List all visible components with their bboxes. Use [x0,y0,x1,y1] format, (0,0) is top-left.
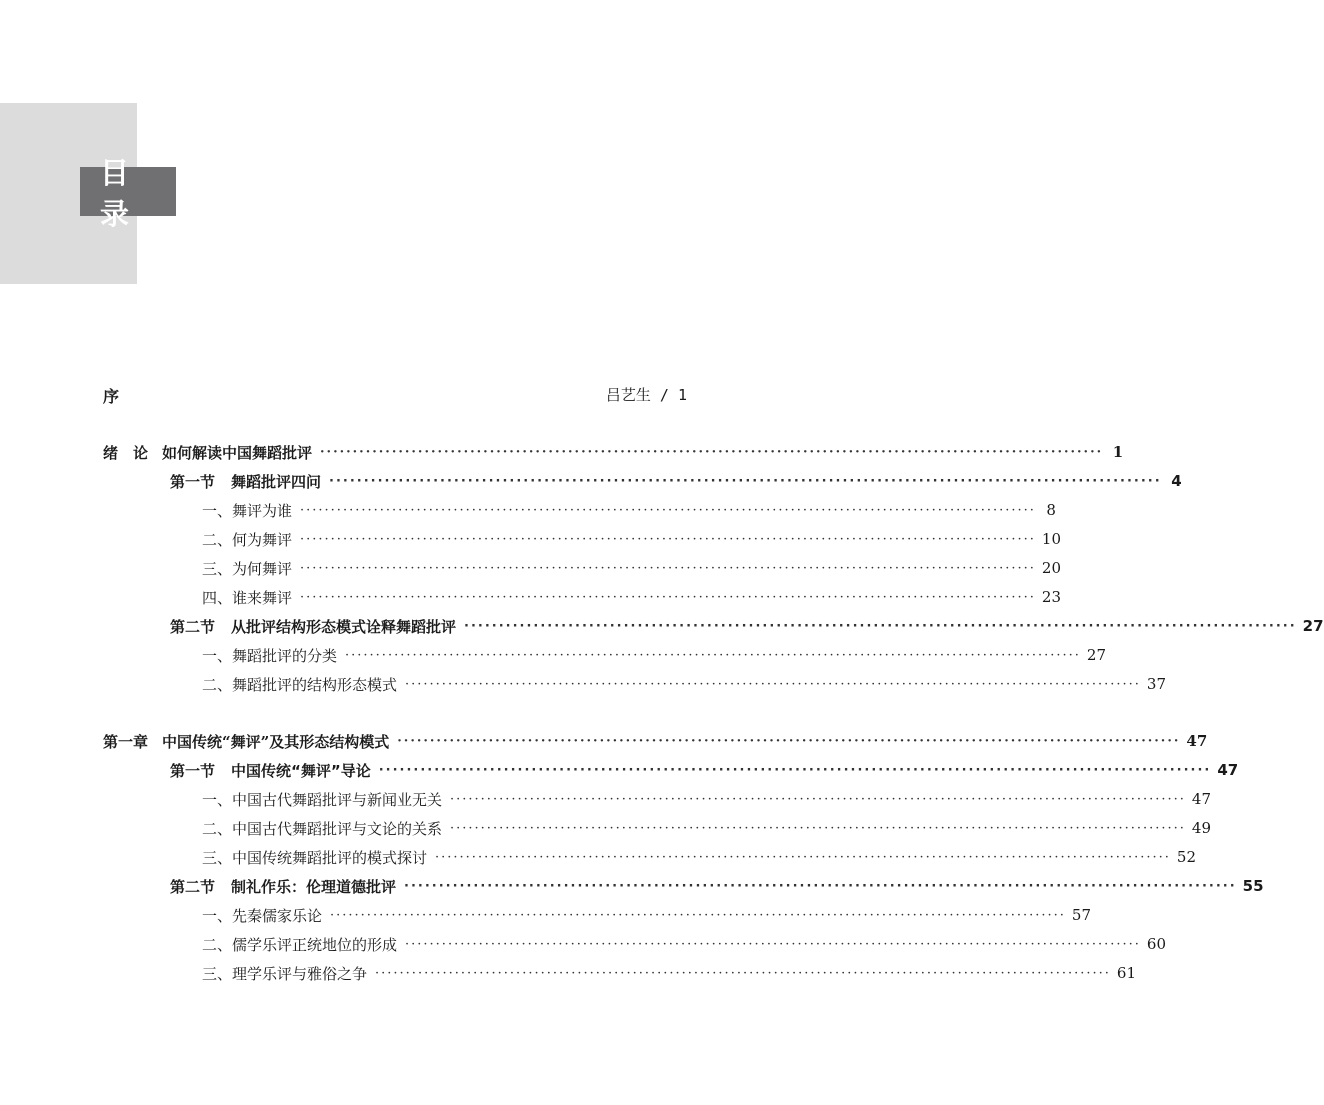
toc-dot-leader: ························································································································ [300,502,1036,518]
toc-entry-title [202,789,442,810]
toc-entry-intro-s2[interactable] [170,614,1324,638]
toc-entry-text: 二、儒学乐评正统地位的形成 [202,935,398,954]
toc-entry-title [202,500,292,521]
toc-dot-leader: ························································································································ [404,878,1237,894]
toc-entry-text: 一、中国古代舞蹈批评与新闻业无关 [202,790,443,809]
toc-dot-leader: ························································································································ [330,907,1066,923]
toc-dot-leader: ························································································································ [320,444,1104,460]
toc-page-number: 47 [1217,761,1239,779]
toc-entry-intro-s2-1[interactable] [202,643,1106,667]
toc-entry-intro-s1-3[interactable] [202,556,1061,580]
toc-entry-ch1-s2-2[interactable] [202,932,1166,956]
toc-entry-intro-s1-2[interactable] [202,527,1061,551]
toc-entry-intro-s1-1[interactable] [202,498,1056,522]
toc-page-number: 37 [1146,675,1166,693]
toc-page-number: 61 [1116,964,1136,982]
toc-entry-ch1-s1-1[interactable] [202,787,1211,811]
toc-page-number: 27 [1086,646,1106,664]
toc-page-number: 47 [1191,790,1211,808]
toc-dot-leader: ························································································································ [450,791,1186,807]
toc-entry-title [103,442,312,463]
toc-entry-title [202,818,442,839]
toc-entry-text: 三、理学乐评与雅俗之争 [202,964,368,983]
toc-entry-title [202,674,397,695]
toc-entry-text: 三、中国传统舞蹈批评的模式探讨 [202,848,428,867]
toc-entry-label: 绪 论 [103,443,149,462]
toc-entry-title [202,934,397,955]
toc-entry-title [202,587,292,608]
toc-page-number: 10 [1041,530,1061,548]
toc-entry-intro-s2-2[interactable] [202,672,1166,696]
toc-dot-leader: ························································································································ [435,849,1171,865]
preface-label: 序 [103,387,120,406]
toc-entry-ch1-s2-3[interactable] [202,961,1136,985]
toc-entry-intro-s1-4[interactable] [202,585,1061,609]
toc-dot-leader: ························································································································ [300,589,1036,605]
toc-dot-leader: ························································································································ [378,762,1212,778]
page-title: 目 录 [80,167,176,216]
toc-dot-leader: ························································································································ [450,820,1186,836]
toc-dot-leader: ························································································································ [300,531,1036,547]
toc-entry-text: 中国传统“舞评”及其形态结构模式 [162,732,390,751]
toc-entry-ch1-s1-2[interactable] [202,816,1211,840]
toc-entry-ch1-s1[interactable] [170,758,1239,782]
toc-dot-leader: ························································································································ [405,936,1141,952]
toc-entry-text: 一、舞评为谁 [202,501,293,520]
toc-entry-text: 舞蹈批评四问 [231,472,322,491]
toc-entry-title [202,847,427,868]
toc-dot-leader: ························································································································ [397,733,1181,749]
toc-entry-title [170,876,396,897]
toc-page-number: 60 [1146,935,1166,953]
toc-entry-ch1-s2-1[interactable] [202,903,1091,927]
toc-entry-text: 二、中国古代舞蹈批评与文论的关系 [202,819,443,838]
toc-dot-leader: ························································································································ [329,473,1162,489]
toc-page-number: 23 [1041,588,1061,606]
toc-dot-leader: ························································································································ [464,618,1297,634]
toc-entry-intro-s1[interactable] [170,469,1182,493]
toc-entry-title [170,616,456,637]
toc-entry-text: 一、舞蹈批评的分类 [202,646,338,665]
toc-page-number: 8 [1046,501,1056,519]
toc-entry-text: 四、谁来舞评 [202,588,293,607]
toc-page-number: 20 [1041,559,1061,577]
toc-entry-title [202,529,292,550]
toc-entry-label: 第二节 [170,877,216,896]
toc-entry-title [202,558,292,579]
toc-entry-label: 第一节 [170,761,216,780]
toc-entry-title [202,963,367,984]
toc-page-number: 52 [1176,848,1196,866]
toc-dot-leader: ························································································································ [345,647,1081,663]
toc-dot-leader: ························································································································ [375,965,1111,981]
toc-entry-text: 三、为何舞评 [202,559,293,578]
toc-dot-leader: ························································································································ [405,676,1141,692]
toc-page-number: 57 [1071,906,1091,924]
preface-row[interactable] [103,382,687,408]
toc-entry-title [170,760,371,781]
toc-entry-ch1-s2[interactable] [170,874,1264,898]
toc-page-number: 1 [1112,443,1124,461]
toc-entry-label: 第一节 [170,472,216,491]
toc-entry-title [103,731,389,752]
toc-entry-text: 一、先秦儒家乐论 [202,906,323,925]
toc-entry-text: 二、舞蹈批评的结构形态模式 [202,675,398,694]
toc-entry-text: 二、何为舞评 [202,530,293,549]
toc-page-number: 27 [1302,617,1324,635]
toc-entry-title [170,471,321,492]
toc-entry-intro[interactable] [103,440,1124,464]
preface-author-page: 吕艺生 / 1 [605,386,687,404]
toc-entry-ch1[interactable] [103,729,1208,753]
toc-entry-text: 中国传统“舞评”导论 [231,761,371,780]
toc-entry-text: 如何解读中国舞蹈批评 [162,443,313,462]
toc-page-number: 47 [1186,732,1208,750]
toc-entry-title [202,905,322,926]
toc-entry-label: 第一章 [103,732,149,751]
toc-page-number: 49 [1191,819,1211,837]
toc-entry-text: 制礼作乐：伦理道德批评 [231,877,397,896]
toc-page-number: 4 [1171,472,1182,490]
toc-entry-text: 从批评结构形态模式诠释舞蹈批评 [231,617,457,636]
toc-entry-label: 第二节 [170,617,216,636]
toc-entry-ch1-s1-3[interactable] [202,845,1196,869]
toc-page-number: 55 [1242,877,1264,895]
toc-entry-title [202,645,337,666]
toc-dot-leader: ························································································································ [300,560,1036,576]
